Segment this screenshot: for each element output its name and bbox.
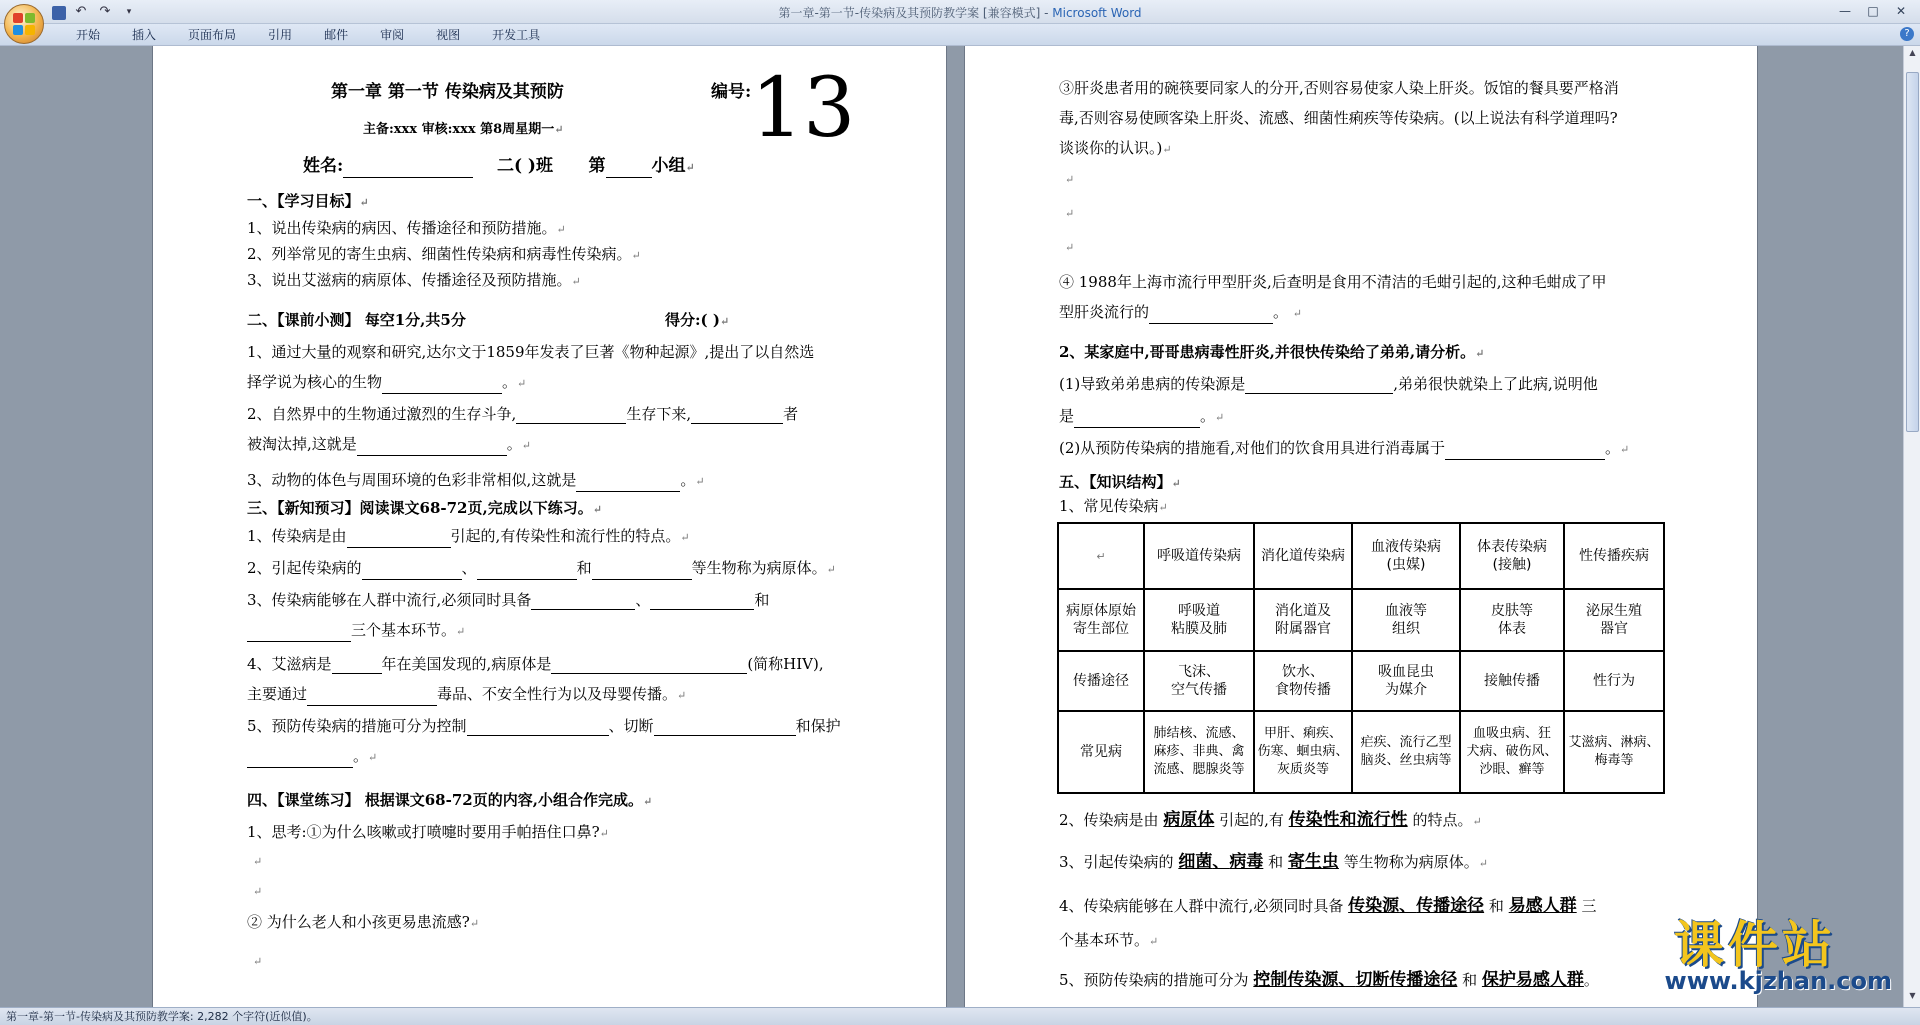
kjzhan-watermark-logo bbox=[1664, 916, 1900, 995]
answer-3: 3、引起传染病的 细菌、病毒 和 寄生虫 等生物称为病原体。↵ bbox=[1059, 852, 1488, 872]
help-icon[interactable]: ? bbox=[1900, 27, 1914, 41]
tab-page-layout[interactable]: 页面布局 bbox=[188, 28, 237, 42]
pretest-q1-line1: 1、通过大量的观察和研究,达尔文于1859年发表了巨著《物种起源》,提出了以自然选 bbox=[247, 343, 815, 361]
byline: 主备:xxx 审核:xxx 第8周星期一↵ bbox=[363, 122, 564, 137]
table-cell: 飞沫、 空气传播 bbox=[1144, 651, 1254, 711]
scroll-down-icon[interactable]: ▼ bbox=[1909, 991, 1916, 1000]
maximize-icon[interactable]: □ bbox=[1867, 4, 1879, 18]
table-header-cell: 呼吸道传染病 bbox=[1144, 523, 1254, 589]
score-field: 得分:( )↵ bbox=[665, 311, 730, 329]
table-header-cell: 消化道传染病 bbox=[1254, 523, 1352, 589]
tab-references[interactable]: 引用 bbox=[268, 28, 293, 42]
tab-developer[interactable]: 开发工具 bbox=[492, 28, 541, 42]
paragraph-mark: ↵ bbox=[253, 955, 263, 968]
tab-insert[interactable]: 插入 bbox=[132, 28, 157, 42]
table-cell: 皮肤等 体表 bbox=[1460, 589, 1564, 651]
practice-q2: ② 为什么老人和小孩更易患流感?↵ bbox=[247, 913, 480, 931]
objective-1: 1、说出传染病的病因、传播途径和预防措施。↵ bbox=[247, 219, 566, 237]
case-heading: 2、某家庭中,哥哥患病毒性肝炎,并很快传染给了弟弟,请分析。↵ bbox=[1059, 343, 1485, 361]
preview-q3-line2: 三个基本环节。↵ bbox=[247, 620, 465, 642]
window-controls bbox=[1832, 2, 1914, 20]
document-page-right[interactable] bbox=[964, 46, 1758, 1007]
pretest-q3: 3、动物的体色与周围环境的色彩非常相似,这就是 。↵ bbox=[247, 470, 705, 492]
section-5-heading: 五、【知识结构】↵ bbox=[1059, 473, 1181, 491]
undo-icon[interactable]: ↶ bbox=[75, 4, 87, 19]
table-cell: 接触传播 bbox=[1460, 651, 1564, 711]
practice-q3-line2: 毒,否则容易使顾客染上肝炎、流感、细菌性痢疾等传染病。(以上说法有科学道理吗? bbox=[1059, 109, 1618, 127]
paragraph-mark: ↵ bbox=[253, 855, 263, 868]
table-cell: 消化道及 附属器官 bbox=[1254, 589, 1352, 651]
status-bar bbox=[0, 1007, 1920, 1025]
worksheet-title: 第一章 第一节 传染病及其预防 bbox=[331, 82, 564, 102]
paragraph-mark: ↵ bbox=[1065, 173, 1075, 186]
pretest-q2-line1: 2、自然界中的生物通过激烈的生存斗争, 生存下来, 者 bbox=[247, 405, 799, 423]
office-logo-icon bbox=[13, 13, 35, 35]
window-title: 第一章-第一节-传染病及其预防教学案 [兼容模式] - Microsoft Word bbox=[778, 6, 1142, 20]
tab-home[interactable]: 开始 bbox=[76, 28, 101, 42]
redo-icon[interactable]: ↷ bbox=[99, 4, 111, 19]
close-icon[interactable]: ✕ bbox=[1895, 4, 1907, 18]
answer-4-line2: 个基本环节。↵ bbox=[1059, 931, 1159, 949]
practice-q4-line2: 型肝炎流行的 。 ↵ bbox=[1059, 302, 1302, 324]
case-q1-line2: 是 。↵ bbox=[1059, 406, 1224, 428]
table-cell: 血液等 组织 bbox=[1352, 589, 1460, 651]
tab-mailings[interactable]: 邮件 bbox=[324, 28, 349, 42]
table-cell: 疟疾、流行乙型 脑炎、丝虫病等 bbox=[1352, 711, 1460, 793]
case-q1-line1: (1)导致弟弟患病的传染源是 ,弟弟很快就染上了此病,说明他 bbox=[1059, 375, 1598, 393]
case-q2: (2)从预防传染病的措施看,对他们的饮食用具进行消毒属于 。↵ bbox=[1059, 438, 1629, 460]
preview-q5-line1: 5、预防传染病的措施可分为控制 、切断 和保护 bbox=[247, 717, 841, 735]
table-row-label: 传播途径 bbox=[1058, 651, 1144, 711]
objective-2: 2、列举常见的寄生虫病、细菌性传染病和病毒性传染病。↵ bbox=[247, 245, 641, 263]
status-text: 第一章-第一节-传染病及其预防教学案: 2,282 个字符(近似值)。 bbox=[6, 1010, 318, 1023]
pretest-q1-line2: 择学说为核心的生物 。↵ bbox=[247, 372, 526, 394]
document-page-left[interactable] bbox=[152, 46, 947, 1007]
section-5-subheading: 1、常见传染病↵ bbox=[1059, 497, 1168, 515]
tab-view[interactable]: 视图 bbox=[436, 28, 461, 42]
paragraph-mark: ↵ bbox=[1065, 207, 1075, 220]
practice-q4-line1: ④ 1988年上海市流行甲型肝炎,后查明是食用不清洁的毛蚶引起的,这种毛蚶成了甲 bbox=[1059, 273, 1607, 291]
tab-review[interactable]: 审阅 bbox=[380, 28, 405, 42]
section-3-heading: 三、【新知预习】阅读课文68-72页,完成以下练习。↵ bbox=[247, 499, 602, 517]
table-row-label: 常见病 bbox=[1058, 711, 1144, 793]
objective-3: 3、说出艾滋病的病原体、传播途径及预防措施。↵ bbox=[247, 271, 581, 289]
table-cell: 甲肝、痢疾、 伤寒、蛔虫病、 灰质炎等 bbox=[1254, 711, 1352, 793]
table-header-cell: 体表传染病 (接触) bbox=[1460, 523, 1564, 589]
pretest-q2-line2: 被淘汰掉,这就是 。↵ bbox=[247, 434, 531, 456]
preview-q4-line1: 4、艾滋病是 年在美国发现的,病原体是 (简称HIV), bbox=[247, 655, 824, 673]
practice-q1: 1、思考:①为什么咳嗽或打喷嚏时要用手帕捂住口鼻?↵ bbox=[247, 823, 609, 841]
paragraph-mark: ↵ bbox=[1065, 241, 1075, 254]
app-name: Microsoft Word bbox=[1052, 6, 1142, 20]
office-button[interactable] bbox=[4, 4, 44, 44]
student-info-line: 姓名: 二( )班 第 小组↵ bbox=[303, 156, 695, 176]
table-cell: 吸血昆虫 为媒介 bbox=[1352, 651, 1460, 711]
table-cell: 呼吸道 粘膜及肺 bbox=[1144, 589, 1254, 651]
practice-q3-line1: ③肝炎患者用的碗筷要同家人的分开,否则容易使家人染上肝炎。饭馆的餐具要严格消 bbox=[1059, 79, 1619, 97]
section-4-heading: 四、【课堂练习】 根据课文68-72页的内容,小组合作完成。↵ bbox=[247, 791, 653, 809]
ribbon-tabs-bar bbox=[0, 24, 1920, 46]
scrollbar-thumb[interactable] bbox=[1906, 72, 1919, 432]
preview-q5-line2: 。↵ bbox=[247, 746, 377, 768]
section-2-heading: 二、【课前小测】 每空1分,共5分 bbox=[247, 311, 466, 329]
preview-q2: 2、引起传染病的 、 和 等生物称为病原体。↵ bbox=[247, 558, 836, 580]
page-gap bbox=[948, 46, 964, 1007]
paragraph-mark: ↵ bbox=[253, 885, 263, 898]
answer-5: 5、预防传染病的措施可分为 控制传染源、切断传播途径 和 保护易感人群。 bbox=[1059, 970, 1599, 990]
answer-2: 2、传染病是由 病原体 引起的,有 传染性和流行性 的特点。↵ bbox=[1059, 810, 1482, 830]
preview-q4-line2: 主要通过 毒品、不安全性行为以及母婴传播。↵ bbox=[247, 684, 686, 706]
title-bar bbox=[0, 0, 1920, 24]
table-cell: 艾滋病、淋病、 梅毒等 bbox=[1564, 711, 1664, 793]
number-label: 编号: bbox=[711, 82, 752, 102]
watermark-brand: 课件站 bbox=[1674, 916, 1836, 974]
watermark-url: www.kjzhan.com bbox=[1664, 967, 1892, 995]
dropdown-icon[interactable]: ▾ bbox=[126, 7, 132, 17]
knowledge-table bbox=[1057, 522, 1665, 794]
section-1-heading: 一、【学习目标】↵ bbox=[247, 192, 369, 210]
practice-q3-line3: 谈谈你的认识。)↵ bbox=[1059, 139, 1172, 157]
table-cell: 血吸虫病、狂 犬病、破伤风、 沙眼、癣等 bbox=[1460, 711, 1564, 793]
minimize-icon[interactable]: — bbox=[1839, 4, 1851, 18]
document-title: 第一章-第一节-传染病及其预防教学案 [兼容模式] bbox=[778, 6, 1041, 20]
table-header-cell: 性传播疾病 bbox=[1564, 523, 1664, 589]
answer-4-line1: 4、传染病能够在人群中流行,必须同时具备 传染源、传播途径 和 易感人群 三 bbox=[1059, 896, 1597, 916]
table-cell: 肺结核、流感、 麻疹、非典、禽 流感、腮腺炎等 bbox=[1144, 711, 1254, 793]
table-cell: ↵ bbox=[1058, 523, 1144, 589]
preview-q3-line1: 3、传染病能够在人群中流行,必须同时具备 、 和 bbox=[247, 591, 770, 609]
table-cell: 泌尿生殖 器官 bbox=[1564, 589, 1664, 651]
scroll-up-icon[interactable]: ▲ bbox=[1909, 48, 1916, 57]
table-header-cell: 血液传染病 (虫媒) bbox=[1352, 523, 1460, 589]
table-cell: 性行为 bbox=[1564, 651, 1664, 711]
number-value: 13 bbox=[751, 61, 856, 156]
preview-q1: 1、传染病是由 引起的,有传染性和流行性的特点。↵ bbox=[247, 526, 690, 548]
vertical-scrollbar[interactable] bbox=[1903, 46, 1920, 1007]
table-cell: 饮水、 食物传播 bbox=[1254, 651, 1352, 711]
table-row-label: 病原体原始 寄生部位 bbox=[1058, 589, 1144, 651]
